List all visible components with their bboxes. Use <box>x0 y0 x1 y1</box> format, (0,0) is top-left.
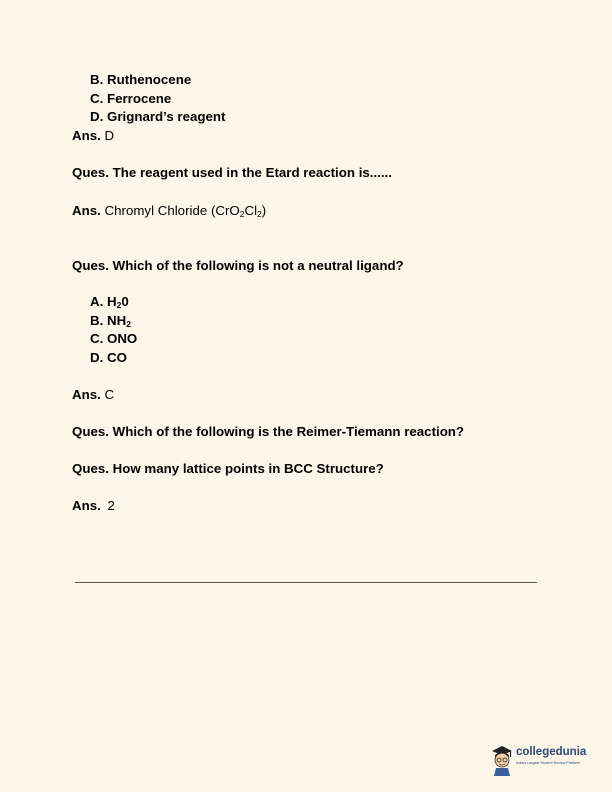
answer-label: Ans. <box>72 203 101 218</box>
answer-line-q1 <box>72 128 114 144</box>
option-b-nh2 <box>90 313 131 332</box>
footer-divider <box>75 582 537 583</box>
logo-wordmark: collegedunia <box>516 746 587 758</box>
subscript: 2 <box>257 209 262 219</box>
option-text-end: 0 <box>121 294 129 309</box>
answer-label: Ans. <box>72 128 101 143</box>
answer-line-q5 <box>72 498 115 514</box>
question-neutral-ligand: Ques. Which of the following is not a neutral ligand? <box>72 258 404 273</box>
collegedunia-logo <box>490 744 590 778</box>
question-reimer-tiemann: Ques. Which of the following is the Reimer-Tiemann reaction? <box>72 424 465 439</box>
subscript: 2 <box>126 319 131 329</box>
option-text: B. NH <box>90 313 127 328</box>
answer-label: Ans. <box>72 387 101 402</box>
answer-line-q3 <box>72 387 114 403</box>
option-text: A. H <box>90 294 117 309</box>
answer-label: Ans. <box>72 498 101 513</box>
question-etard: Ques. The reagent used in the Etard reaction is...... <box>72 165 392 180</box>
answer-value: 2 <box>107 498 115 513</box>
option-d-grignard: D. Grignard’s reagent <box>90 109 226 124</box>
logo-tagline: India's Largest Student Review Platform <box>516 761 580 765</box>
student-mascot-icon <box>490 744 514 776</box>
answer-value: D <box>104 128 115 143</box>
question-bcc-lattice: Ques. How many lattice points in BCC Structure? <box>72 461 384 476</box>
option-a-water <box>90 294 129 313</box>
option-d-co: D. CO <box>90 350 127 365</box>
option-c-ono: C. ONO <box>90 331 138 346</box>
answer-line-q2 <box>72 203 266 222</box>
subscript: 2 <box>239 209 245 219</box>
answer-text-end: ) <box>261 203 267 218</box>
subscript: 2 <box>116 300 122 310</box>
option-b-ruthenocene: B. Ruthenocene <box>90 72 192 87</box>
option-c-ferrocene: C. Ferrocene <box>90 91 172 106</box>
answer-text-mid: Cl <box>244 203 258 218</box>
answer-text: Chromyl Chloride (CrO <box>104 203 240 218</box>
answer-value: C <box>104 387 115 402</box>
